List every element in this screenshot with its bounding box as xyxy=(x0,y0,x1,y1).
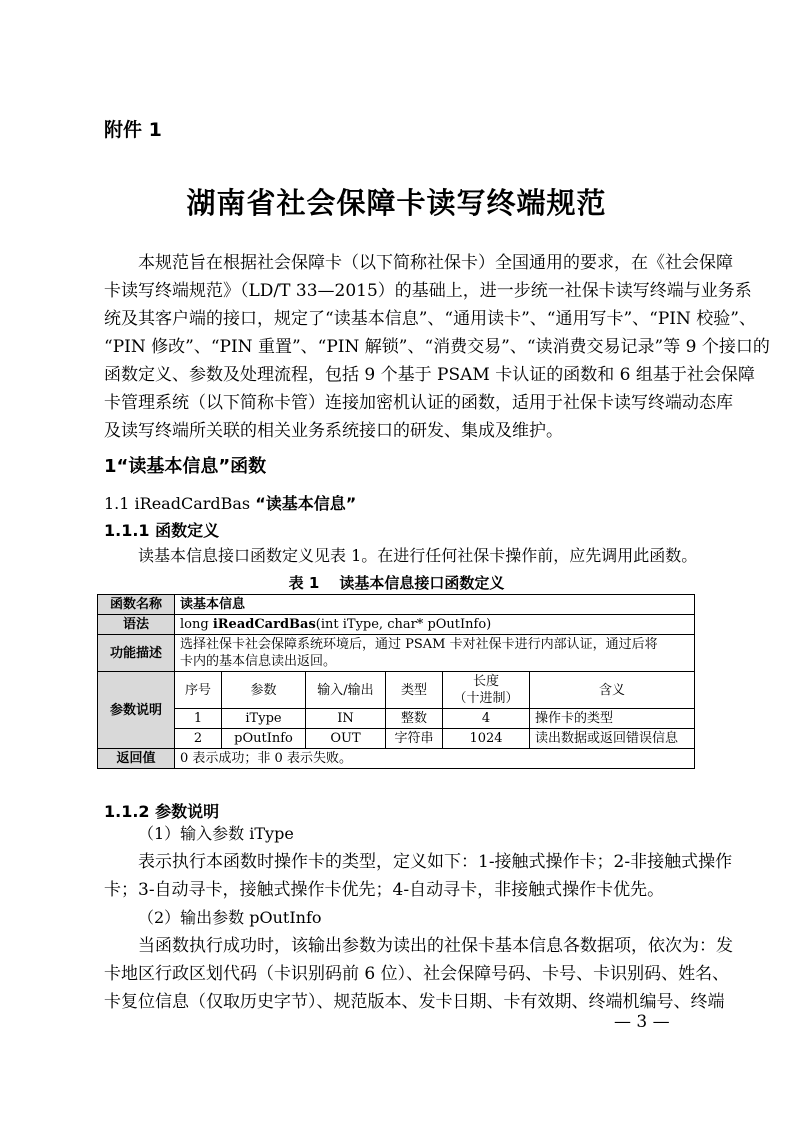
body-line: 当函数执行成功时，该输出参数为读出的社保卡基本信息各数据项，依次为：发 xyxy=(138,936,733,956)
table-row xyxy=(98,709,695,729)
func-name-value: 读基本信息 xyxy=(175,595,695,615)
param-seq: 1 xyxy=(175,709,222,729)
table-row xyxy=(98,635,695,672)
section-1-1-name: “读基本信息” xyxy=(255,494,357,513)
section-1-1-2-heading: 1.1.2 参数说明 xyxy=(104,802,220,821)
table-caption xyxy=(0,572,793,593)
param-type: 字符串 xyxy=(386,729,443,749)
body-line: （1）输入参数 iType xyxy=(138,824,294,843)
syntax-label: 语法 xyxy=(98,615,175,635)
description-label: 功能描述 xyxy=(98,635,175,672)
param-name: iType xyxy=(222,709,306,729)
params-label: 参数说明 xyxy=(98,672,175,749)
page-number: — 3 — xyxy=(614,1012,670,1032)
intro-line: 统及其客户端的接口，规定了“读基本信息”、“通用读卡”、“通用写卡”、“PIN 校验”、 xyxy=(104,309,756,329)
return-label: 返回值 xyxy=(98,749,175,769)
section-1-1-heading xyxy=(104,491,356,514)
description-line: 卡内的基本信息读出返回。 xyxy=(180,654,337,669)
param-header-type: 类型 xyxy=(386,672,443,709)
return-value: 0 表示成功；非 0 表示失败。 xyxy=(175,749,695,769)
param-header-io: 输入/输出 xyxy=(306,672,386,709)
param-io: IN xyxy=(306,709,386,729)
param-header-length-line: 长度 xyxy=(472,674,499,689)
section-1-1-1-text: 读基本信息接口函数定义见表 1。在进行任何社保卡操作前，应先调用此函数。 xyxy=(138,546,698,565)
param-length: 1024 xyxy=(443,729,530,749)
section-1-1-number: 1.1 iReadCardBas xyxy=(104,494,251,513)
intro-line: 及读写终端所关联的相关业务系统接口的研发、集成及维护。 xyxy=(104,421,563,441)
param-meaning: 操作卡的类型 xyxy=(530,709,695,729)
function-definition-table xyxy=(97,594,695,769)
param-length: 4 xyxy=(443,709,530,729)
description-value xyxy=(175,635,695,672)
body-line: 表示执行本函数时操作卡的类型，定义如下：1-接触式操作卡；2-非接触式操作 xyxy=(138,852,733,872)
intro-line: 函数定义、参数及处理流程，包括 9 个基于 PSAM 卡认证的函数和 6 组基于社会保障 xyxy=(104,365,755,385)
intro-line: 卡管理系统（以下简称卡管）连接加密机认证的函数，适用于社保卡读写终端动态库 xyxy=(104,393,733,413)
section-1-1-1-heading: 1.1.1 函数定义 xyxy=(104,521,220,540)
param-header-name: 参数 xyxy=(222,672,306,709)
body-line: 卡地区行政区划代码（卡识别码前 6 位）、社会保障号码、卡号、卡识别码、姓名、 xyxy=(104,964,730,984)
body-line: 卡；3-自动寻卡，接触式操作卡优先；4-自动寻卡，非接触式操作卡优先。 xyxy=(104,880,665,900)
func-name-label: 函数名称 xyxy=(98,595,175,615)
param-header-length xyxy=(443,672,530,709)
table-row xyxy=(98,749,695,769)
document-title: 湖南省社会保障卡读写终端规范 xyxy=(186,186,607,220)
table-caption-number: 表 1 xyxy=(288,574,320,592)
body-line: 卡复位信息（仅取历史字节）、规范版本、发卡日期、卡有效期、终端机编号、终端 xyxy=(104,992,725,1012)
syntax-suffix: (int iType, char* pOutInfo) xyxy=(315,617,492,632)
param-header-length-line: （十进制） xyxy=(453,691,519,706)
syntax-prefix: long xyxy=(180,617,213,632)
param-type: 整数 xyxy=(386,709,443,729)
param-header-meaning: 含义 xyxy=(530,672,695,709)
syntax-value xyxy=(175,615,695,635)
param-name: pOutInfo xyxy=(222,729,306,749)
table-row xyxy=(98,672,695,709)
param-meaning: 读出数据或返回错误信息 xyxy=(530,729,695,749)
body-line: （2）输出参数 pOutInfo xyxy=(138,908,322,927)
intro-line: 卡读写终端规范》（LD/T 33—2015）的基础上，进一步统一社保卡读写终端与业务系 xyxy=(104,281,752,301)
intro-line: “PIN 修改”、“PIN 重置”、“PIN 解锁”、“消费交易”、“读消费交易记录”等 9 个接口的 xyxy=(104,337,770,357)
table-row xyxy=(98,615,695,635)
table-row xyxy=(98,595,695,615)
param-seq: 2 xyxy=(175,729,222,749)
table-caption-text: 读基本信息接口函数定义 xyxy=(339,574,505,592)
attachment-label: 附件 1 xyxy=(104,119,162,141)
syntax-function-name: iReadCardBas xyxy=(212,617,316,632)
section-1-heading: 1“读基本信息”函数 xyxy=(104,456,267,477)
table-row xyxy=(98,729,695,749)
param-io: OUT xyxy=(306,729,386,749)
param-header-seq: 序号 xyxy=(175,672,222,709)
intro-line: 本规范旨在根据社会保障卡（以下简称社保卡）全国通用的要求，在《社会保障 xyxy=(138,253,733,273)
description-line: 选择社保卡社会保障系统环境后，通过 PSAM 卡对社保卡进行内部认证，通过后将 xyxy=(180,637,658,652)
